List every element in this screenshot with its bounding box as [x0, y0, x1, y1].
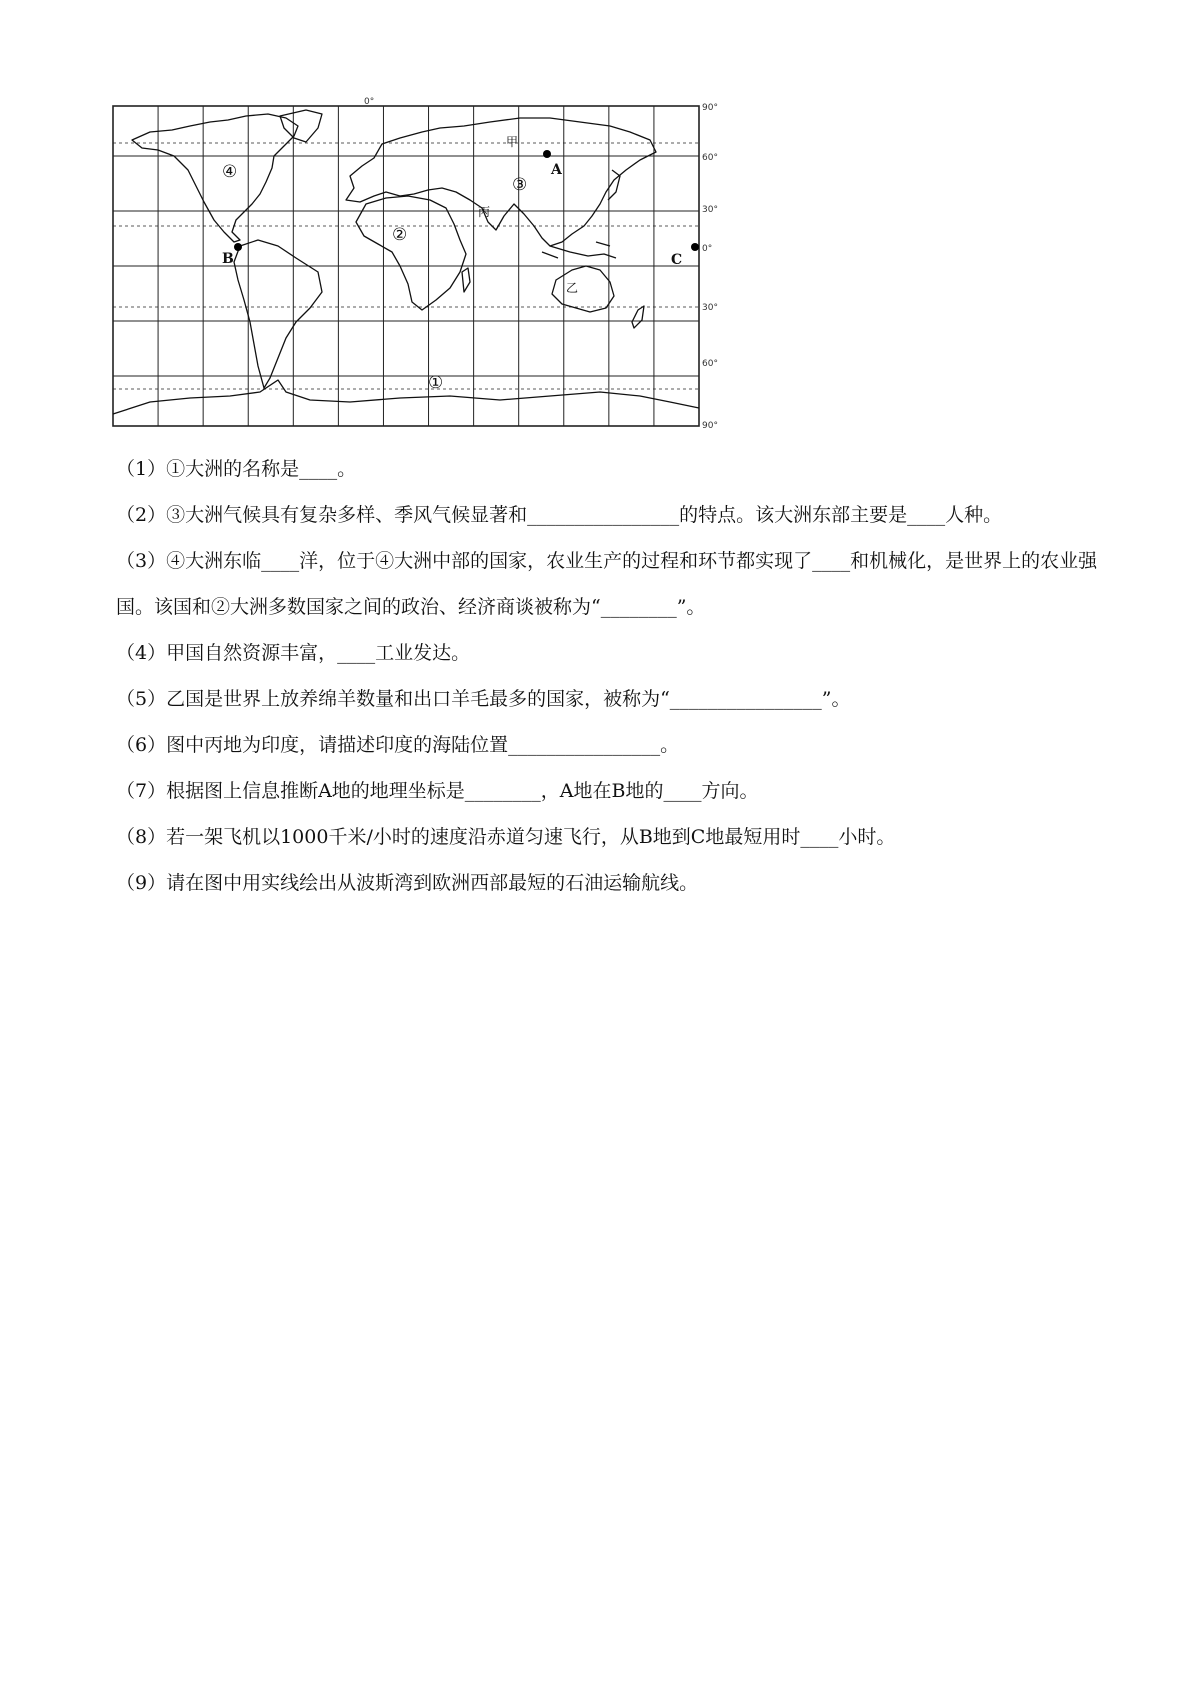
label-continent-4: ④ [222, 162, 238, 182]
question-9: （9）请在图中用实线绘出从波斯湾到欧洲西部最短的石油运输航线。 [116, 872, 699, 894]
label-point-b: B [222, 251, 234, 267]
lat-label-90n: 90° [702, 103, 718, 113]
north-america-outline [132, 114, 298, 242]
meridian-0-label: 0° [364, 97, 375, 107]
label-country-yi: 乙 [566, 281, 579, 295]
question-5: （5）乙国是世界上放养绵羊数量和出口羊毛最多的国家，被称为“________________”。 [116, 688, 851, 710]
label-point-c: C [671, 252, 683, 268]
label-continent-2: ② [392, 225, 408, 245]
question-6: （6）图中丙地为印度，请描述印度的海陆位置________________。 [116, 734, 680, 756]
question-1: （1）①大洲的名称是____。 [116, 458, 357, 480]
question-8: （8）若一架飞机以1000千米/小时的速度沿赤道匀速飞行，从B地到C地最短用时____小时。 [116, 826, 896, 848]
lat-label-30s: 30° [702, 303, 718, 313]
lat-label-90s: 90° [702, 421, 718, 431]
question-2: （2）③大洲气候具有复杂多样、季风气候显著和________________的特点。该大洲东部主要是____人种。 [116, 504, 1003, 526]
lat-label-60n: 60° [702, 153, 718, 163]
question-3: （3）④大洲东临____洋，位于④大洲中部的国家，农业生产的过程和环节都实现了____和机械化，是世界上的农业强国。该国和②大洲多数国家之间的政治、经济商谈被称为“________”。 [116, 550, 1098, 618]
point-c-dot [691, 243, 699, 251]
label-continent-1: ① [428, 373, 444, 393]
antarctica-outline [113, 380, 699, 414]
lat-label-60s: 60° [702, 359, 718, 369]
south-america-outline [234, 240, 322, 388]
label-point-a: A [551, 162, 562, 178]
world-map-figure [110, 96, 732, 436]
australia-outline [552, 266, 614, 312]
question-list [116, 446, 1106, 906]
label-country-jia: 甲 [506, 135, 519, 149]
africa-outline [356, 196, 466, 310]
lat-label-30n: 30° [702, 205, 718, 215]
question-4: （4）甲国自然资源丰富，____工业发达。 [116, 642, 471, 664]
new-zealand-outline [632, 306, 644, 328]
map-points [234, 150, 699, 251]
map-grid [113, 106, 699, 426]
lat-label-0: 0° [702, 244, 713, 254]
japan-outline [608, 170, 620, 200]
question-7: （7）根据图上信息推断A地的地理坐标是________，A地在B地的____方向。 [116, 780, 759, 802]
greenland-outline [280, 110, 322, 142]
madagascar-outline [462, 268, 470, 292]
point-a-dot [543, 150, 551, 158]
label-country-bing: 丙 [478, 205, 491, 219]
point-b-dot [234, 243, 242, 251]
label-continent-3: ③ [512, 175, 528, 195]
